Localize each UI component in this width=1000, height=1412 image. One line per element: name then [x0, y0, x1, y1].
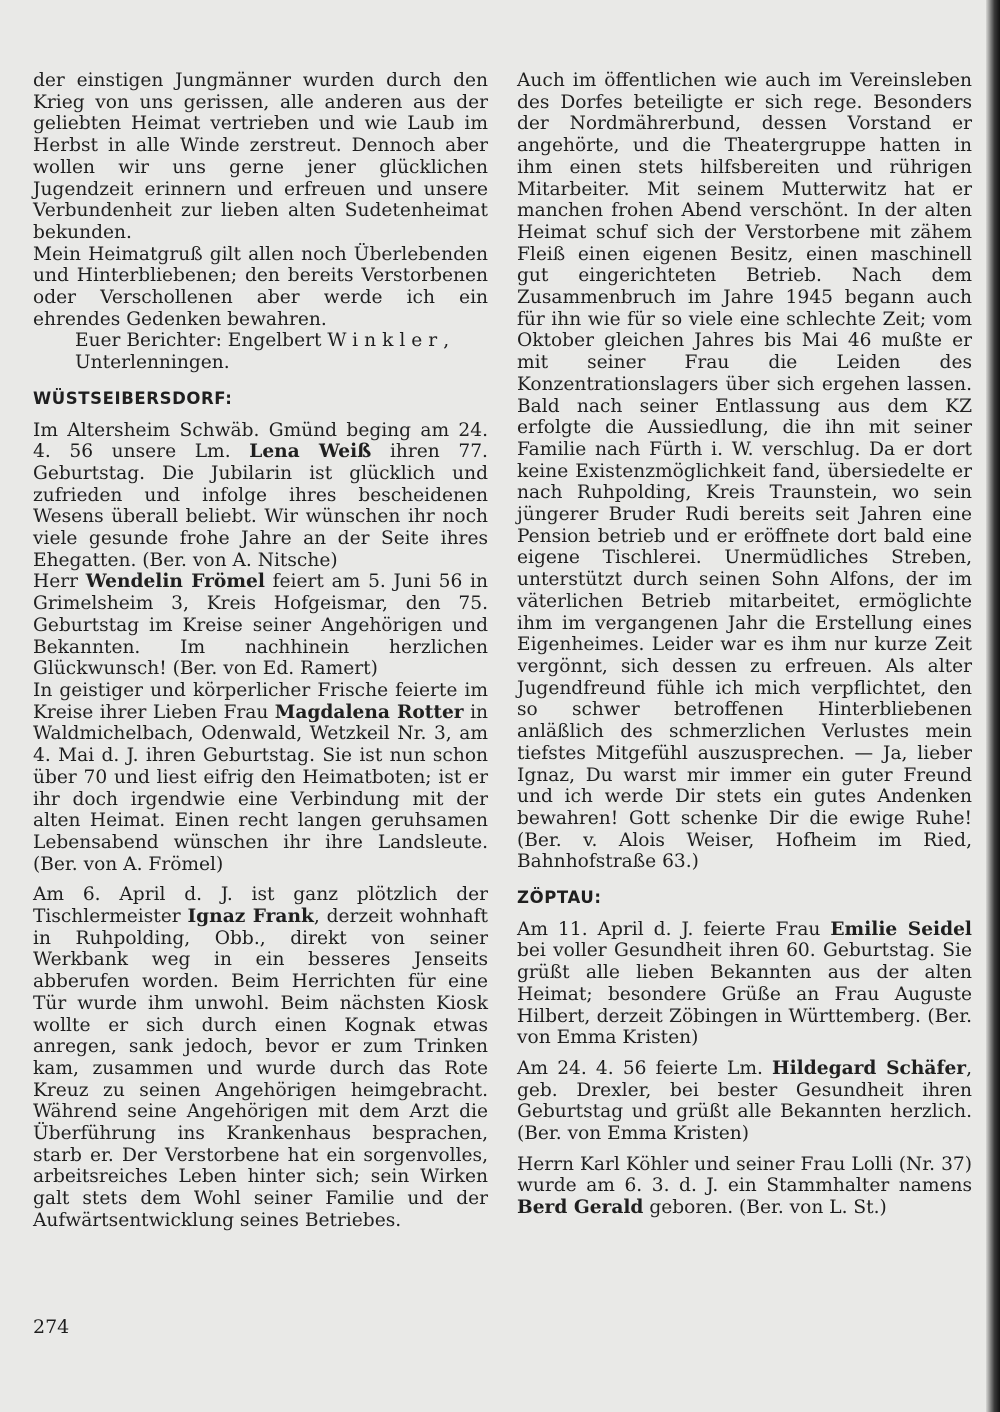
- article-wendelin-froemel: Herr Wendelin Frömel feiert am 5. Juni 56 in Grimelsheim 3, Kreis Hofgeismar, den 75. Geburtstag im Kreise seiner Angehörigen und Bekannten. Im nachhinein herzlichen Glückwunsch! (Ber. von Ed. Ramert): [33, 571, 488, 680]
- article-berd-gerald: Herrn Karl Köhler und seiner Frau Lolli (Nr. 37) wurde am 6. 3. d. J. ein Stammhalter namens Berd Gerald geboren. (Ber. von L. St.): [517, 1153, 972, 1219]
- name-hildegard-schaefer: Hildegard Schäfer: [772, 1057, 967, 1079]
- signature-place: Unterlenningen.: [75, 352, 230, 374]
- name-berd-gerald: Berd Gerald: [517, 1197, 644, 1219]
- section-heading-wuestseibersdorf: WÜSTSEIBERSDORF:: [33, 388, 233, 408]
- article-magdalena-rotter: In geistiger und körperlicher Frische feierte im Kreise ihrer Lieben Frau Magdalena Rotter in Waldmichelbach, Odenwald, Wetzkeil Nr. 3, am 4. Mai d. J. ihren Geburtstag. Sie ist nun schon über 70 und liest eifrig den Heimatboten; ist er ihr doch irgendwie eine Verbindung mit der alten Heimat. Einen recht langen geruhsamen Lebensabend wünschen ihr ihre Landsleute. (Ber. von A. Frömel): [33, 679, 488, 875]
- name-ignaz-frank: Ignaz Frank: [187, 906, 314, 928]
- article-hildegard-schaefer: Am 24. 4. 56 feierte Lm. Hildegard Schäfer, geb. Drexler, bei bester Gesundheit ihren Geburtstag und grüßt alle Bekannten herzlich. (Ber. von Emma Kristen): [517, 1057, 972, 1145]
- section-heading-zoeptau: ZÖPTAU:: [517, 888, 602, 908]
- signature-prefix: Euer Berichter: Engelbert: [75, 330, 322, 352]
- name-emilie-seidel: Emilie Seidel: [830, 918, 972, 940]
- signature-name: Winkler: [327, 330, 444, 352]
- page-edge-shadow: [986, 0, 1000, 1412]
- right-column: [517, 70, 972, 1219]
- intro-paragraph: der einstigen Jungmänner wurden durch den Krieg von uns gerissen, alle anderen aus der geliebten Heimat vertrieben und wie Laub im Herbst in alle Winde zerstreut. Dennoch aber wollen wir uns gerne jener glücklichen Jugendzeit erinnern und erfreuen und unsere Verbundenheit zur lieben alten Sudetenheimat bekunden.: [33, 70, 488, 243]
- name-lena-weiss: Lena Weiß: [249, 441, 372, 463]
- left-column: [33, 70, 488, 1232]
- name-magdalena-rotter: Magdalena Rotter: [274, 701, 464, 723]
- article-emilie-seidel: Am 11. April d. J. feierte Frau Emilie Seidel bei voller Gesundheit ihren 60. Geburtstag. Sie grüßt alle lieben Bekannten aus der alten Heimat; besondere Grüße an Frau Auguste Hilbert, derzeit Zöbingen in Württemberg. (Ber. von Emma Kristen): [517, 918, 972, 1049]
- article-ignaz-frank: Am 6. April d. J. ist ganz plötzlich der Tischlermeister Ignaz Frank, derzeit wohnhaft in Ruhpolding, Obb., direkt von seiner Werkbank weg in ein besseres Jenseits abberufen worden. Beim Herrichten für eine Tür wurde ihm unwohl. Beim nächsten Kiosk wollte er sich durch einen Kognak etwas anregen, sank jedoch, bevor er zum Trinken kam, zusammen und wurde durch das Rote Kreuz zu seinen Angehörigen heimgebracht. Während seine Angehörigen mit dem Arzt die Überführung ins Krankenhaus besprachen, starb er. Der Verstorbene hat ein sorgenvolles, arbeitsreiches Leben hinter sich; sein Wirken galt stets dem Wohl seiner Familie und der Aufwärtsentwicklung seines Betriebes.: [33, 884, 488, 1231]
- signature-suffix: ,: [443, 330, 450, 352]
- article-lena-weiss: Im Altersheim Schwäb. Gmünd beging am 24. 4. 56 unsere Lm. Lena Weiß ihren 77. Geburtstag. Die Jubilarin ist glücklich und zufrieden und infolge ihres bescheidenen Wesens überall beliebt. Wir wünschen ihr noch viele gesunde frohe Jahre an der Seite ihres Ehegatten. (Ber. von A. Nitsche): [33, 419, 488, 571]
- page-number: 274: [33, 1316, 70, 1338]
- greeting-paragraph: Mein Heimatgruß gilt allen noch Überlebenden und Hinterbliebenen; den bereits Verstorbenen oder Verschollenen aber werde ich ein ehrendes Gedenken bewahren.: [33, 243, 488, 330]
- name-wendelin-froemel: Wendelin Frömel: [85, 571, 265, 593]
- signature: [33, 330, 488, 373]
- article-ignaz-frank-continued: Auch im öffentlichen wie auch im Vereinsleben des Dorfes beteiligte er sich rege. Besonders der Nordmährerbund, dessen Vorstand er angehörte, und die Theatergruppe hatten in ihm einen stets hilfsbereiten und rührigen Mitarbeiter. Mit seinem Mutterwitz hat er manchen frohen Abend verschönt. In der alten Heimat schuf sich der Verstorbene mit zähem Fleiß einen eigenen Besitz, einen maschinell gut eingerichteten Betrieb. Nach dem Zusammenbruch im Jahre 1945 begann auch für ihn wie für so viele eine schlechte Zeit; vom Oktober gleichen Jahres bis Mai 46 mußte er mit seiner Frau die Leiden des Konzentrationslagers über sich ergehen lassen. Bald nach seiner Entlassung aus dem KZ erfolgte die Aussiedlung, die ihn mit seiner Familie nach Fürth i. W. verschlug. Da er dort keine Existenzmöglichkeit fand, übersiedelte er nach Ruhpolding, Kreis Traunstein, wo sein jüngerer Bruder Rudi bereits seit Jahren eine Pension betrieb und er eröffnete dort bald eine eigene Tischlerei. Unermüdliches Streben, unterstützt durch seinen Sohn Alfons, der im väterlichen Betrieb mitarbeitet, ermöglichte ihm im vergangenen Jahr die Erstellung eines Eigenheimes. Leider war es ihm nur kurze Zeit vergönnt, sich dessen zu erfreuen. Als alter Jugendfreund fühle ich mich verpflichtet, den so schwer betroffenen Hinterbliebenen anläßlich des schmerzlichen Verlustes mein tiefstes Mitgefühl auszusprechen. — Ja, lieber Ignaz, Du warst mir immer ein guter Freund und ich werde Dir stets ein gutes Andenken bewahren! Gott schenke Dir die ewige Ruhe! (Ber. v. Alois Weiser, Hofheim im Ried, Bahnhofstraße 63.): [517, 70, 972, 873]
